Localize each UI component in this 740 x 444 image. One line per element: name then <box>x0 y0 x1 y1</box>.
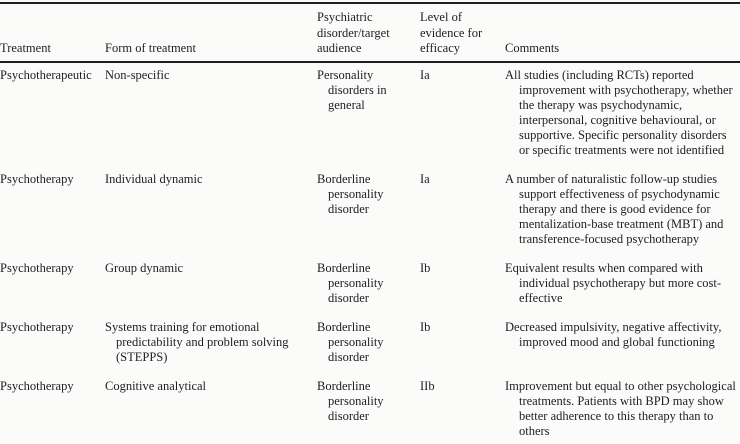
evidence-cell: Ia <box>420 171 430 186</box>
disorder-cell: Borderline personality disorder <box>317 378 384 423</box>
comments-cell: Decreased impulsivity, negative affectivity, improved mood and global functioning <box>505 319 722 349</box>
evidence-cell: Ib <box>420 319 431 334</box>
col-header-form-of-treatment: Form of treatment <box>105 3 317 62</box>
treatment-cell: Psychotherapeutic <box>0 67 92 82</box>
comments-cell: A number of naturalistic follow-up studies support effectiveness of psychodynamic therapy and there is good evidence for mentalization-base treatment (MBT) and transference-focused psychotherapy <box>505 171 724 246</box>
treatment-cell: Psychotherapy <box>0 260 74 275</box>
disorder-cell: Borderline personality disorder <box>317 260 384 305</box>
table-row <box>0 257 740 316</box>
form-cell: Individual dynamic <box>105 171 203 186</box>
evidence-cell: Ib <box>420 260 431 275</box>
table-row <box>0 316 740 375</box>
col-header-evidence-level: Level of evidence for efficacy <box>420 3 505 62</box>
disorder-cell: Personality disorders in general <box>317 67 387 112</box>
comments-cell: All studies (including RCTs) reported improvement with psychotherapy, whether the therapy was psychodynamic, interpersonal, cognitive behavioural, or supportive. Specific personality disorders or specific treatments were not identified <box>505 67 733 157</box>
col-header-comments: Comments <box>505 3 740 62</box>
table-header-row <box>0 3 740 62</box>
col-header-treatment: Treatment <box>0 3 105 62</box>
form-cell: Non-specific <box>105 67 170 82</box>
treatment-evidence-table <box>0 2 740 444</box>
disorder-cell: Borderline personality disorder <box>317 319 384 364</box>
form-cell: Group dynamic <box>105 260 184 275</box>
form-cell: Systems training for emotional predictability and problem solving (STEPPS) <box>105 319 289 364</box>
col-header-psychiatric-disorder: Psychiatric disorder/target audience <box>317 3 420 62</box>
scanned-paper-page <box>0 2 740 444</box>
disorder-cell: Borderline personality disorder <box>317 171 384 216</box>
table-row <box>0 168 740 257</box>
comments-cell: Improvement but equal to other psychological treatments. Patients with BPD may show better adherence to this therapy than to others <box>505 378 736 438</box>
table-row <box>0 62 740 168</box>
table-row <box>0 375 740 444</box>
treatment-cell: Psychotherapy <box>0 319 74 334</box>
evidence-cell: Ia <box>420 67 430 82</box>
evidence-cell: IIb <box>420 378 435 393</box>
form-cell: Cognitive analytical <box>105 378 207 393</box>
treatment-cell: Psychotherapy <box>0 378 74 393</box>
treatment-cell: Psychotherapy <box>0 171 74 186</box>
comments-cell: Equivalent results when compared with individual psychotherapy but more cost-effective <box>505 260 722 305</box>
